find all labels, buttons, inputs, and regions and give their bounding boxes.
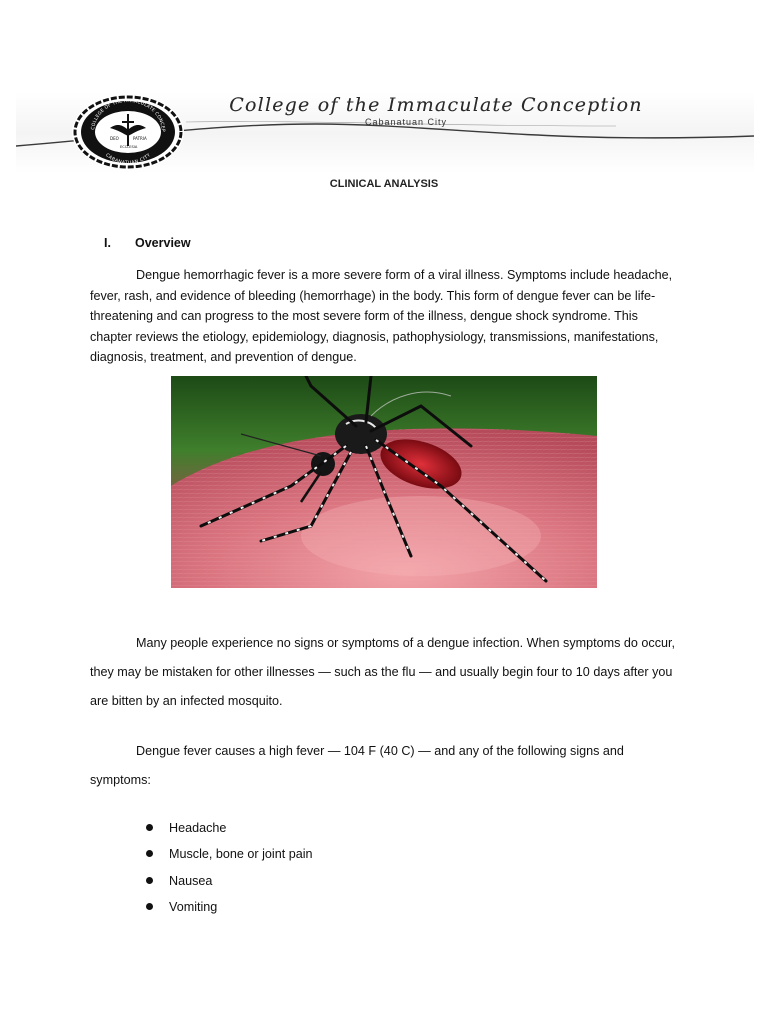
fever-paragraph bbox=[90, 737, 680, 795]
section-number: I. bbox=[104, 236, 111, 250]
document-title: CLINICAL ANALYSIS bbox=[329, 178, 439, 190]
list-item bbox=[146, 871, 313, 897]
overview-paragraph bbox=[90, 265, 680, 368]
list-item bbox=[146, 897, 313, 923]
svg-text:DEO: DEO bbox=[110, 136, 119, 141]
list-item-text: Headache bbox=[169, 821, 227, 835]
college-name: College of the Immaculate Conception bbox=[229, 94, 643, 116]
bullet-icon bbox=[146, 877, 153, 884]
paragraph-text: Dengue fever causes a high fever — 104 F (40 C) — and any of the following signs and symptoms: bbox=[90, 744, 624, 787]
college-seal-logo bbox=[70, 94, 186, 170]
list-item-text: Nausea bbox=[169, 873, 213, 888]
list-item bbox=[146, 818, 313, 844]
section-heading bbox=[104, 236, 191, 250]
svg-text:COLLEGE OF THE IMMACULATE CONC: COLLEGE OF THE IMMACULATE CONCEP bbox=[91, 98, 166, 133]
college-city: Cabanatuan City bbox=[364, 117, 448, 127]
section-title: Overview bbox=[135, 236, 191, 250]
svg-text:CABANATUAN CITY: CABANATUAN CITY bbox=[104, 152, 152, 167]
mosquito-photo bbox=[171, 376, 597, 588]
svg-text:ECCLESIA: ECCLESIA bbox=[120, 145, 138, 149]
svg-text:PATRIA: PATRIA bbox=[133, 136, 147, 141]
paragraph-text: Many people experience no signs or symptoms of a dengue infection. When symptoms do occur, they may be mistaken for other illnesses — such as the flu — and usually begin four to 10 days after you are bitten by an infected mosquito. bbox=[90, 636, 676, 708]
symptom-list bbox=[146, 818, 313, 924]
bullet-icon bbox=[146, 850, 153, 857]
letterhead-banner bbox=[16, 92, 754, 174]
list-item-text: Muscle, bone or joint pain bbox=[169, 847, 313, 862]
symptoms-intro-paragraph bbox=[90, 629, 680, 715]
list-item bbox=[146, 844, 313, 870]
list-item-text: Vomiting bbox=[169, 900, 218, 915]
paragraph-text: Dengue hemorrhagic fever is a more severe form of a viral illness. Symptoms include headache, fever, rash, and evidence of bleeding (hemorrhage) in the body. This form of dengue fever can be life-threatening and can progress to the most severe form of the illness, dengue shock syndrome. This chapter reviews the etiology, epidemiology, diagnosis, pathophysiology, transmissions, manifestations, diagnosis, treatment, and prevention of dengue. bbox=[90, 268, 673, 364]
bullet-icon bbox=[146, 903, 153, 910]
bullet-icon bbox=[146, 824, 153, 831]
